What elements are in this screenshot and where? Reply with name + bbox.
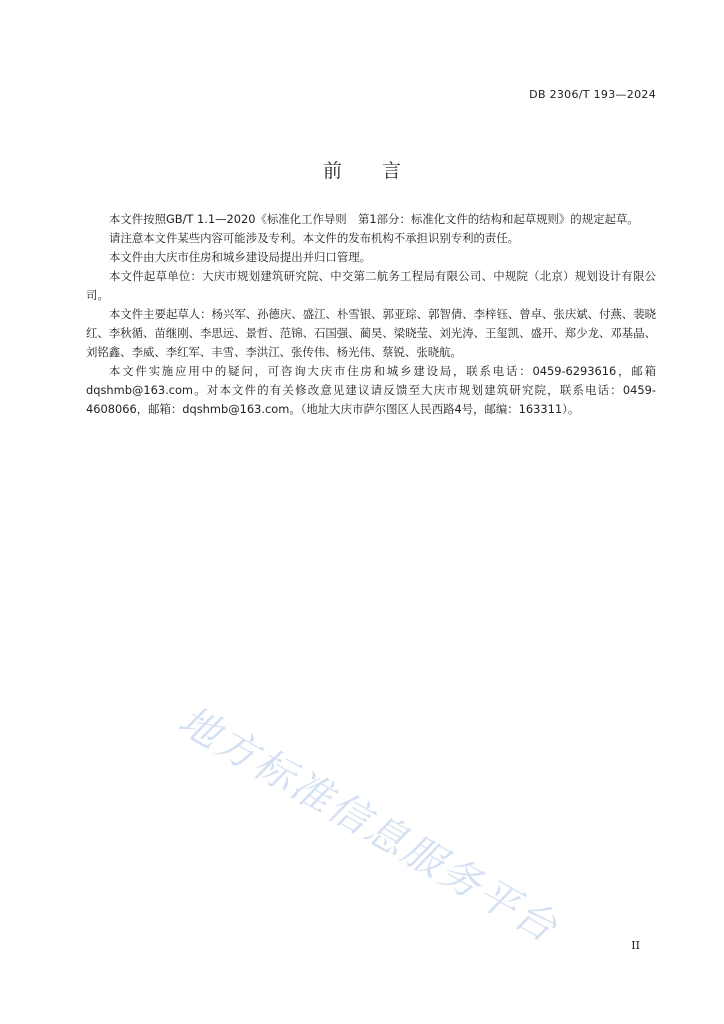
document-code: DB 2306/T 193—2024 (529, 88, 656, 101)
watermark: 地方标准信息服务平台 (170, 697, 567, 953)
paragraph-contact: 本文件实施应用中的疑问，可咨询大庆市住房和城乡建设局，联系电话：0459-6293616，邮箱dqshmb@163.com。对本文件的有关修改意见建议请反馈至大庆市规划建筑研究院，联系电话：0459-4608066，邮箱：dqshmb@163.com。（地址大庆市萨尔图区人民西路4号，邮编：163311）。 (86, 364, 656, 416)
foreword-body (86, 210, 656, 419)
page-title: 前言 (322, 160, 441, 182)
paragraph-patent-notice: 请注意本文件某些内容可能涉及专利。本文件的发布机构不承担识别专利的责任。 (109, 231, 520, 245)
paragraph-drafting-rules: 本文件按照GB/T 1.1—2020《标准化工作导则 第1部分：标准化文件的结构和起草规则》的规定起草。 (109, 212, 639, 226)
paragraph-drafters: 本文件主要起草人：杨兴军、孙德庆、盛江、朴雪银、郭亚琮、郭智倩、李梓钰、曾卓、张庆斌、付燕、裴晓红、李秋循、苗继刚、李思远、景哲、范锦、石国强、蔺昊、梁晓莹、刘光涛、王玺凯、盛开、郑少龙、邓基晶、刘铭鑫、李威、李红军、丰雪、李洪江、张传伟、杨光伟、蔡锐、张晓航。 (86, 307, 656, 359)
page-number: II (631, 939, 640, 952)
paragraph-drafting-units: 本文件起草单位：大庆市规划建筑研究院、中交第二航务工程局有限公司、中规院（北京）规划设计有限公司。 (86, 269, 656, 302)
paragraph-proposer: 本文件由大庆市住房和城乡建设局提出并归口管理。 (109, 250, 371, 264)
